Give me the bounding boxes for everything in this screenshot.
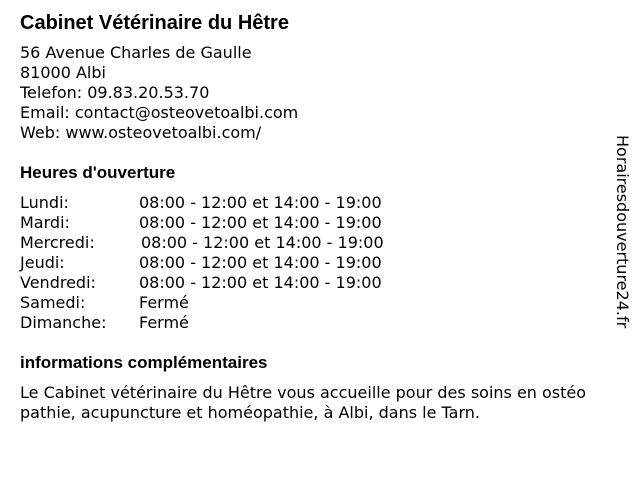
day-label: Mardi: [20, 213, 70, 232]
hours-heading: Heures d'ouverture [20, 163, 176, 182]
email-line: Email: contact@osteovetoalbi.com [20, 103, 299, 122]
time-value: 08:00 - 12:00 et 14:00 - 19:00 [139, 193, 382, 212]
address-street: 56 Avenue Charles de Gaulle [20, 43, 252, 62]
phone-line: Telefon: 09.83.20.53.70 [20, 83, 210, 102]
web-line: Web: www.osteovetoalbi.com/ [20, 123, 262, 142]
day-label: Dimanche: [20, 313, 107, 332]
time-value: Fermé [139, 293, 189, 312]
day-label: Mercredi: [20, 233, 95, 252]
contact-block [20, 43, 298, 143]
info-heading: informations complémentaires [20, 353, 268, 372]
info-description [20, 383, 640, 423]
time-value: 08:00 - 12:00 et 14:00 - 19:00 [139, 213, 382, 232]
day-label: Samedi: [20, 293, 86, 312]
time-value: Fermé [139, 313, 189, 332]
address-city: 81000 Albi [20, 63, 106, 82]
time-value: 08:00 - 12:00 et 14:00 - 19:00 [141, 233, 384, 252]
info-line-2: pathie, acupuncture et homéopathie, à Albi, dans le Tarn. [20, 403, 480, 422]
day-label: Jeudi: [20, 253, 65, 272]
day-label: Lundi: [20, 193, 69, 212]
time-value: 08:00 - 12:00 et 14:00 - 19:00 [139, 273, 382, 292]
business-name: Cabinet Vétérinaire du Hêtre [20, 12, 289, 34]
site-watermark: Horairesdouverture24.fr [613, 135, 632, 329]
day-label: Vendredi: [20, 273, 96, 292]
info-line-1: Le Cabinet vétérinaire du Hêtre vous accueille pour des soins en ostéo [20, 383, 587, 402]
time-value: 08:00 - 12:00 et 14:00 - 19:00 [139, 253, 382, 272]
